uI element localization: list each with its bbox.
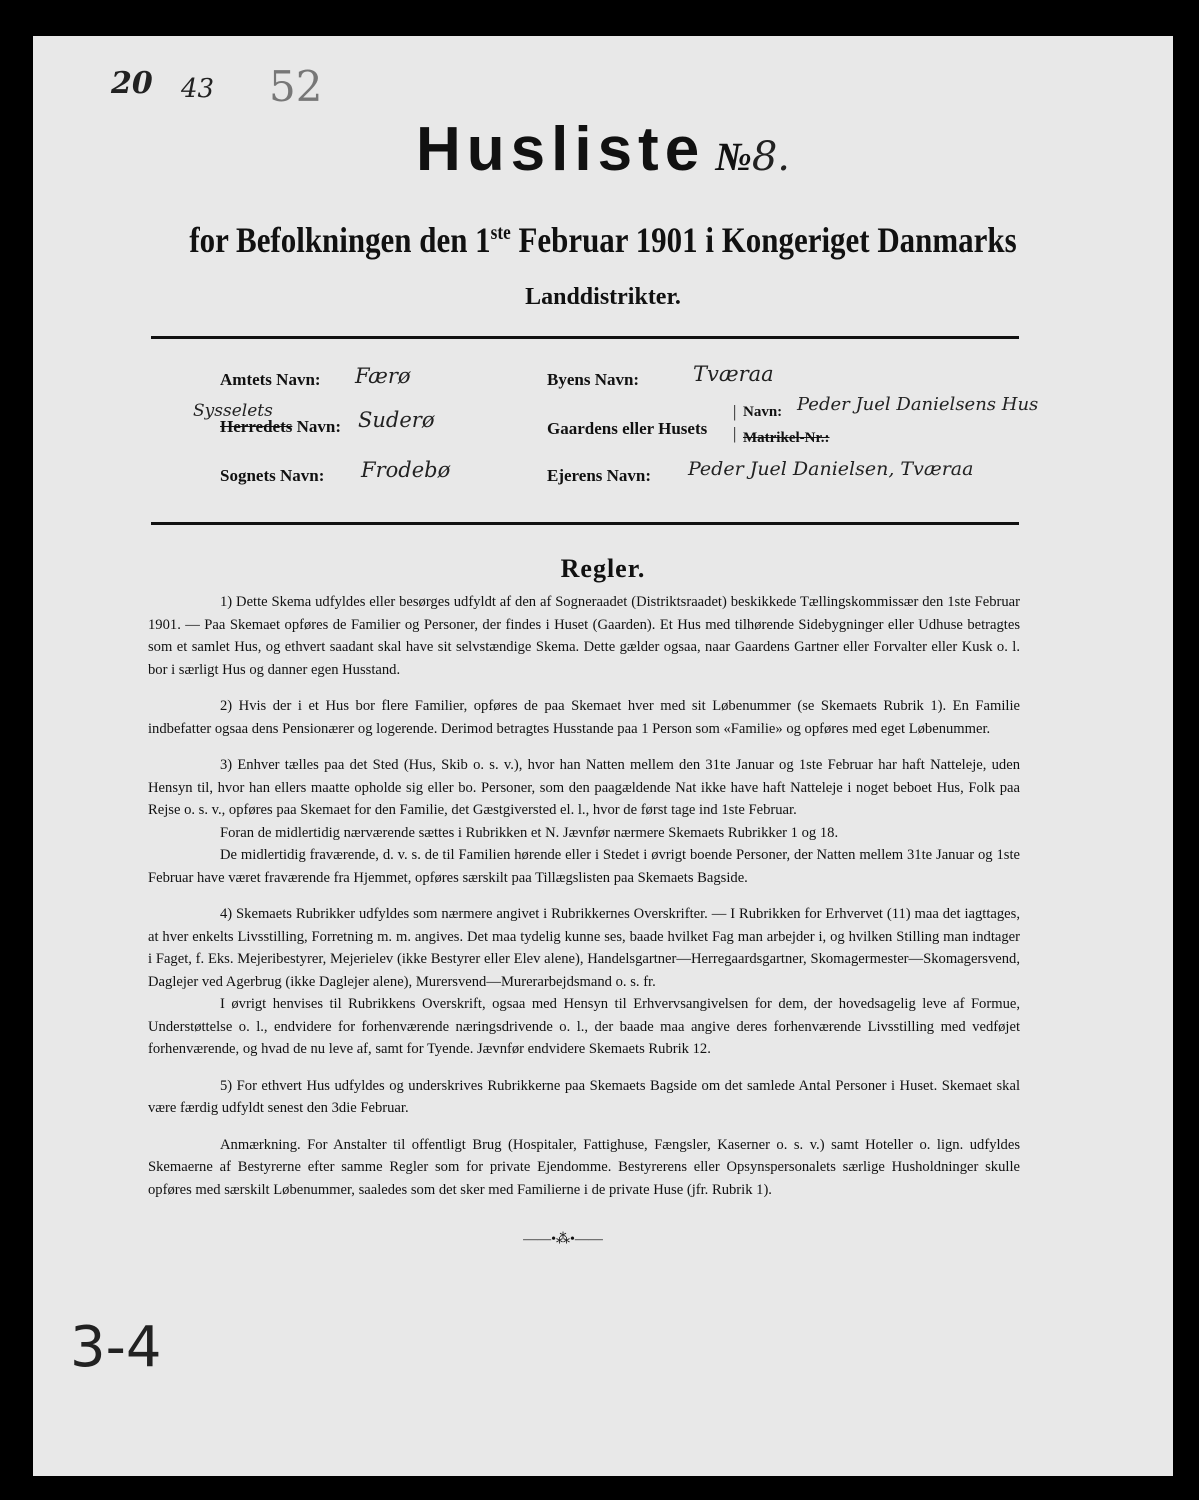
gaard-label: Gaardens eller Husets bbox=[547, 419, 708, 438]
rule-4: 4) Skemaets Rubrikker udfyldes som nærmere angivet i Rubrikkernes Overskrifter. — I Rubrikken for Erhvervet (11) maa det iagttages, at hver enkelts Livsstilling, Forretning m. m. angives. Det maa tydelig kunne ses, baade hvilket Fag man arbejder i, og hvilken Stilling man indtager i Faget, f. Eks. Mejeribestyrer, Mejerielev (ikke Bestyrer eller Elev alene), Handelsgartner—Herregaardsgartner, Skomagermester—Skomagersvend, Daglejer ved Agerbrug (ikke Daglejer alene), Murersvend—Murerarbejdsmand o. s. fr. bbox=[148, 906, 1020, 990]
sognets-label: Sognets Navn: bbox=[220, 466, 325, 485]
matrikel-label: Matrikel-Nr.: bbox=[743, 430, 830, 446]
bracket-top: | bbox=[733, 402, 737, 421]
pencil-number: 52 bbox=[269, 62, 323, 111]
navn-label: Navn: bbox=[743, 404, 783, 420]
byens-value: Tværaa bbox=[693, 362, 774, 386]
sysselets-handwritten: Sysselets bbox=[193, 401, 273, 421]
herreds-value: Suderø bbox=[358, 408, 435, 432]
herreds-navn: Navn: bbox=[292, 417, 342, 436]
amtets-label: Amtets Navn: bbox=[220, 370, 321, 389]
archive-subnumber: 43 bbox=[181, 74, 215, 104]
ejerens-label: Ejerens Navn: bbox=[547, 466, 652, 485]
rule-3-fravaerende: De midlertidig fraværende, d. v. s. de til Familien hørende eller i Stedet i øvrigt boende Personer, der Natten mellem 31te Januar og 1ste Februar have været fraværende fra Hjemmet, opføres særskilt paa Tillægslisten paa Skemaets Bagside. bbox=[148, 847, 1020, 886]
herreds-label bbox=[220, 417, 341, 437]
bracket-bottom: | bbox=[733, 424, 737, 443]
rule-note: Anmærkning. For Anstalter til offentligt Brug (Hospitaler, Fattighuse, Fængsler, Kaserner o. s. v.) samt Hoteller o. lign. udfyldes Skemaerne af Bestyrerne efter samme Regler som for private Ejendomme. Bestyrerens eller Opsynspersonalets særlige Husholdninger skulle opføres med særskilt Løbenummer, saaledes som det sker med Familierne i de private Huse (jfr. Rubrik 1). bbox=[148, 1136, 1020, 1198]
rules-text bbox=[148, 591, 1020, 1215]
rule-3: 3) Enhver tælles paa det Sted (Hus, Skib o. s. v.), hvor han Natten mellem den 31te Januar og 1ste Februar har haft Natteleje, uden Hensyn til, hvor han ellers maatte opholde sig eller bo. Personer, som den paagældende Nat ikke have haft Natteleje i noget beboet Hus, Folk paa Rejse o. s. v., opføres paa Skemaet for den Familie, det Gæstgiversted el. l., hvor de først tage ind 1ste Februar. bbox=[148, 757, 1020, 818]
top-divider bbox=[151, 336, 1019, 339]
rule-1: 1) Dette Skema udfyldes eller besørges udfyldt af den af Sogneraadet (Distriktsraadet) beskikkede Tællingskommissær den 1ste Februar 1901. — Paa Skemaet opføres de Familier og Personer, der findes i Huset (Gaarden). Et Hus med tilhørende Sidebygninger eller Udhuse betragtes som et samlet Hus, og ethvert saadant skal have sit selvstændige Skema. Dette gælder ogsaa, naar Gaardens Gartner eller Forvalter eller Kusk o. l. bor i særligt Hus og danner egen Husstand. bbox=[148, 594, 1020, 678]
ejerens-value: Peder Juel Danielsen, Tværaa bbox=[688, 458, 974, 480]
number-sign: № bbox=[715, 134, 752, 179]
district-type: Landdistrikter. bbox=[525, 284, 681, 310]
form-subtitle bbox=[113, 219, 1093, 261]
sognets-value: Frodebø bbox=[361, 458, 451, 482]
herreds-struck: Herredets bbox=[220, 417, 293, 436]
page-number-handwritten: 3-4 bbox=[70, 1315, 162, 1380]
subtitle-pre: for Befolkningen den 1 bbox=[189, 220, 491, 260]
rule-2: 2) Hvis der i et Hus bor flere Familier, opføres de paa Skemaet hver med sit Løbenummer (se Skemaets Rubrik 1). En Familie indbefatter ogsaa dens Pensionærer og logerende. Derimod betragtes Husstande paa 1 Person som «Familie» og opføres med eget Løbenummer. bbox=[148, 698, 1020, 737]
title-text: Husliste bbox=[416, 115, 706, 184]
archive-number: 20 bbox=[111, 66, 153, 101]
rule-5: 5) For ethvert Hus udfyldes og underskrives Rubrikkerne paa Skemaets Bagside om det samlede Antal Personer i Huset. Skemaet skal være færdig udfyldt senest den 3die Februar. bbox=[148, 1077, 1020, 1116]
amtets-value: Færø bbox=[355, 364, 411, 388]
subtitle-post: Februar 1901 i Kongeriget Danmarks bbox=[510, 220, 1017, 260]
form-title bbox=[33, 114, 1173, 185]
bottom-divider bbox=[151, 522, 1019, 525]
subtitle-sup: ste bbox=[490, 222, 511, 244]
rules-heading: Regler. bbox=[560, 554, 646, 583]
navn-value: Peder Juel Danielsens Hus bbox=[797, 394, 1039, 415]
rule-4-henvises: I øvrigt henvises til Rubrikkens Overskrift, ogsaa med Hensyn til Erhvervsangivelsen for dem, der hovedsagelig leve af Formue, Understøttelse o. l., endvidere for forhenværende næringsdrivende o. l., der baade maa angive deres forhenværende Livsstilling med vedføjet forhenværende, og hvad de nu leve af, samt for Tyende. Jævnfør endvidere Skemaets Rubrik 12. bbox=[148, 996, 1020, 1057]
rule-3-foran: Foran de midlertidig nærværende sættes i Rubrikken et N. Jævnfør nærmere Skemaets Rubrikker 1 og 18. bbox=[220, 824, 839, 841]
census-form bbox=[33, 36, 1173, 1476]
byens-label: Byens Navn: bbox=[547, 370, 640, 389]
ornament-divider: ——•⁂•—— bbox=[523, 1232, 603, 1247]
house-number: 8. bbox=[751, 134, 790, 180]
